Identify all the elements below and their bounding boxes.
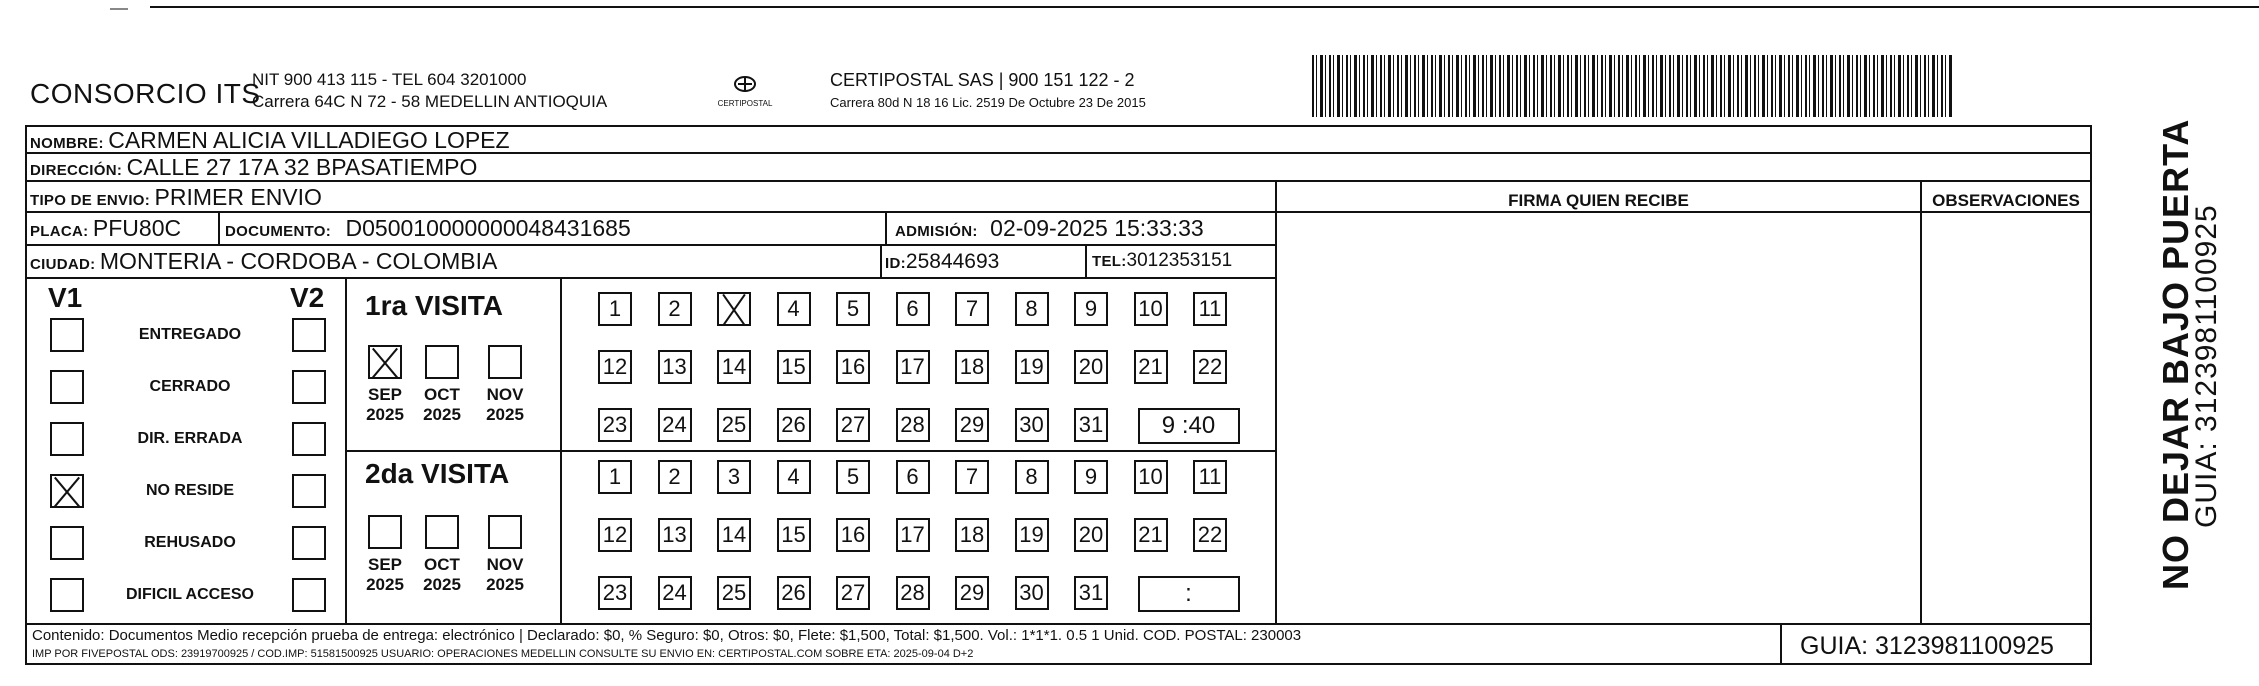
day-box[interactable]: 24 <box>658 576 692 610</box>
day-box[interactable]: 13 <box>658 350 692 384</box>
type-label: TIPO DE ENVIO: <box>30 192 151 209</box>
recipient-name: CARMEN ALICIA VILLADIEGO LOPEZ <box>108 127 510 153</box>
footer-guia: GUIA: 3123981100925 <box>1800 632 2054 660</box>
id-row <box>885 250 999 274</box>
day-box[interactable] <box>717 292 751 326</box>
day-box[interactable]: 18 <box>955 350 989 384</box>
day-box[interactable]: 26 <box>777 576 811 610</box>
status-label: REHUSADO <box>144 534 236 551</box>
day-box[interactable]: 17 <box>896 518 930 552</box>
time-field[interactable]: : <box>1138 576 1240 612</box>
day-box[interactable]: 30 <box>1015 576 1049 610</box>
signature-area[interactable] <box>1277 213 1920 621</box>
v1-checkbox[interactable] <box>50 422 84 456</box>
carrier-address: Carrera 80d N 18 16 Lic. 2519 De Octubre 23 De 2015 <box>830 95 1146 110</box>
row-line <box>25 244 1275 246</box>
day-box[interactable]: 27 <box>836 576 870 610</box>
day-box[interactable]: 7 <box>955 460 989 494</box>
observations-header: OBSERVACIONES <box>1932 191 2080 210</box>
city-row <box>30 248 497 275</box>
visit1-title: 1ra VISITA <box>365 290 503 321</box>
col-line <box>2090 180 2092 623</box>
v1-checkbox[interactable] <box>50 578 84 612</box>
day-box[interactable]: 14 <box>717 350 751 384</box>
tel-row <box>1092 250 1232 272</box>
v1-checkbox[interactable] <box>50 474 84 508</box>
logo-text: CERTIPOSTAL <box>717 99 773 108</box>
day-box[interactable]: 31 <box>1074 408 1108 442</box>
v1-checkbox[interactable] <box>50 370 84 404</box>
day-box[interactable]: 1 <box>598 460 632 494</box>
v1-checkbox[interactable] <box>50 318 84 352</box>
day-box[interactable]: 8 <box>1015 460 1049 494</box>
day-box[interactable]: 6 <box>896 292 930 326</box>
day-box[interactable]: 14 <box>717 518 751 552</box>
v2-checkbox[interactable] <box>292 526 326 560</box>
document-value: D050010000000048431685 <box>345 215 631 241</box>
frame-left <box>25 125 27 665</box>
day-box[interactable]: 2 <box>658 292 692 326</box>
tel-label: TEL: <box>1092 253 1127 270</box>
admission-label: ADMISIÓN: <box>895 223 978 240</box>
day-box[interactable]: 10 <box>1134 460 1168 494</box>
v2-checkbox[interactable] <box>292 474 326 508</box>
side-guia: GUIA: 3123981100925 <box>2190 204 2223 528</box>
day-box[interactable]: 23 <box>598 576 632 610</box>
company-name: CONSORCIO ITS <box>30 78 261 109</box>
year-label: 2025 <box>423 575 461 594</box>
day-box[interactable]: 25 <box>717 576 751 610</box>
status-label: CERRADO <box>149 378 231 395</box>
day-box[interactable]: 23 <box>598 408 632 442</box>
month-checkbox[interactable] <box>425 515 459 549</box>
day-box[interactable]: 29 <box>955 576 989 610</box>
id-value: 25844693 <box>905 250 1000 273</box>
month-label: SEP <box>367 385 403 404</box>
scan-mark <box>110 8 128 10</box>
day-box[interactable]: 9 <box>1074 460 1108 494</box>
day-box[interactable]: 13 <box>658 518 692 552</box>
carrier-name: CERTIPOSTAL SAS | 900 151 122 - 2 <box>830 70 1135 90</box>
day-box[interactable]: 17 <box>896 350 930 384</box>
plate-label: PLACA: <box>30 223 89 240</box>
name-row <box>30 127 510 154</box>
col-line <box>885 211 887 244</box>
day-box[interactable]: 9 <box>1074 292 1108 326</box>
month-label: OCT <box>424 555 460 574</box>
day-box[interactable]: 4 <box>777 460 811 494</box>
name-label: NOMBRE: <box>30 135 104 152</box>
day-box[interactable]: 31 <box>1074 576 1108 610</box>
day-box[interactable]: 27 <box>836 408 870 442</box>
day-box[interactable]: 19 <box>1015 518 1049 552</box>
day-box[interactable]: 8 <box>1015 292 1049 326</box>
month-checkbox[interactable] <box>488 515 522 549</box>
plate-row <box>30 215 181 242</box>
day-box[interactable]: 11 <box>1193 460 1227 494</box>
footer-print-info: IMP POR FIVEPOSTAL ODS: 23919700925 / COD.IMP: 51581500925 USUARIO: OPERACIONES MEDELLIN CONSULTE SU ENVIO EN: CERTIPOSTAL.COM SOBRE ETA: 2025-09-04 D+2 <box>32 648 974 660</box>
recipient-address: CALLE 27 17A 32 BPASATIEMPO <box>126 154 478 180</box>
month-label: OCT <box>424 385 460 404</box>
day-box[interactable]: 26 <box>777 408 811 442</box>
month-label: NOV <box>486 555 524 574</box>
v1-checkbox[interactable] <box>50 526 84 560</box>
col-line <box>1085 244 1087 277</box>
day-box[interactable]: 25 <box>717 408 751 442</box>
day-box[interactable]: 12 <box>598 350 632 384</box>
v2-checkbox[interactable] <box>292 370 326 404</box>
observations-area[interactable] <box>1922 213 2090 621</box>
shipment-type: PRIMER ENVIO <box>154 184 322 210</box>
day-box[interactable]: 7 <box>955 292 989 326</box>
v2-checkbox[interactable] <box>292 318 326 352</box>
day-box[interactable]: 24 <box>658 408 692 442</box>
col-line <box>880 244 882 277</box>
year-label: 2025 <box>366 405 404 424</box>
tel-value: 3012353151 <box>1126 250 1233 271</box>
status-label: DIFICIL ACCESO <box>125 586 254 603</box>
month-checkbox[interactable] <box>425 345 459 379</box>
footer-content: Contenido: Documentos Medio recepción prueba de entrega: electrónico | Declarado: $0, % Seguro: $0, Otros: $0, Flete: $1,500, Total: $1,500. Vol.: 1*1*1. 0.5 1 Unid. COD. POSTAL: 230003 <box>32 627 1302 644</box>
day-box[interactable]: 5 <box>836 460 870 494</box>
day-box[interactable]: 30 <box>1015 408 1049 442</box>
day-box[interactable]: 16 <box>836 518 870 552</box>
day-box[interactable]: 16 <box>836 350 870 384</box>
day-box[interactable]: 19 <box>1015 350 1049 384</box>
day-box[interactable]: 4 <box>777 292 811 326</box>
year-label: 2025 <box>486 575 524 594</box>
day-box[interactable]: 28 <box>896 576 930 610</box>
day-box[interactable]: 2 <box>658 460 692 494</box>
day-box[interactable]: 20 <box>1074 518 1108 552</box>
day-box[interactable]: 15 <box>777 350 811 384</box>
barcode <box>1312 55 1952 117</box>
month-label: SEP <box>367 555 403 574</box>
day-box[interactable]: 22 <box>1193 518 1227 552</box>
plate-value: PFU80C <box>92 215 182 241</box>
day-box[interactable]: 5 <box>836 292 870 326</box>
day-box[interactable]: 21 <box>1134 518 1168 552</box>
certipostal-logo <box>710 70 780 118</box>
col-line <box>218 211 220 244</box>
month-checkbox[interactable] <box>368 515 402 549</box>
admission-value: 02-09-2025 15:33:33 <box>990 215 1204 241</box>
no-dejar-warning: NO DEJAR BAJO PUERTA <box>2155 118 2196 590</box>
signature-header: FIRMA QUIEN RECIBE <box>1508 191 1689 210</box>
type-row <box>30 184 322 211</box>
v2-checkbox[interactable] <box>292 578 326 612</box>
v2-checkbox[interactable] <box>292 422 326 456</box>
company-address: Carrera 64C N 72 - 58 MEDELLIN ANTIOQUIA <box>252 92 608 111</box>
city-value: MONTERIA - CORDOBA - COLOMBIA <box>99 248 498 274</box>
visit-divider <box>345 450 1275 452</box>
year-label: 2025 <box>423 405 461 424</box>
top-border <box>150 6 2259 8</box>
month-checkbox[interactable] <box>488 345 522 379</box>
admission-row <box>895 215 1204 242</box>
row-line <box>25 277 1275 279</box>
visit2-title: 2da VISITA <box>365 458 510 489</box>
col-line <box>1780 623 1782 665</box>
day-box[interactable]: 6 <box>896 460 930 494</box>
month-label: NOV <box>486 385 524 404</box>
day-box[interactable]: 18 <box>955 518 989 552</box>
city-label: CIUDAD: <box>30 256 96 273</box>
v1-header: V1 <box>48 282 83 313</box>
status-label: DIR. ERRADA <box>137 430 243 447</box>
company-nit: NIT 900 413 115 - TEL 604 3201000 <box>252 70 527 89</box>
day-box[interactable]: 12 <box>598 518 632 552</box>
v2-header: V2 <box>290 282 325 313</box>
document-label: DOCUMENTO: <box>225 223 332 240</box>
day-box[interactable]: 29 <box>955 408 989 442</box>
day-box[interactable]: 21 <box>1134 350 1168 384</box>
status-label: ENTREGADO <box>138 326 242 343</box>
document-row <box>225 215 631 242</box>
month-checkbox[interactable] <box>368 345 402 379</box>
address-row <box>30 154 477 181</box>
day-box[interactable]: 10 <box>1134 292 1168 326</box>
day-box[interactable]: 22 <box>1193 350 1227 384</box>
address-label: DIRECCIÓN: <box>30 162 123 179</box>
day-box[interactable]: 20 <box>1074 350 1108 384</box>
day-box[interactable]: 15 <box>777 518 811 552</box>
day-box[interactable]: 3 <box>717 460 751 494</box>
day-box[interactable]: 11 <box>1193 292 1227 326</box>
day-box[interactable]: 28 <box>896 408 930 442</box>
id-label: ID: <box>885 255 906 272</box>
time-field[interactable]: 9 :40 <box>1138 408 1240 444</box>
year-label: 2025 <box>366 575 404 594</box>
status-label: NO RESIDE <box>145 482 234 499</box>
year-label: 2025 <box>486 405 524 424</box>
day-box[interactable]: 1 <box>598 292 632 326</box>
